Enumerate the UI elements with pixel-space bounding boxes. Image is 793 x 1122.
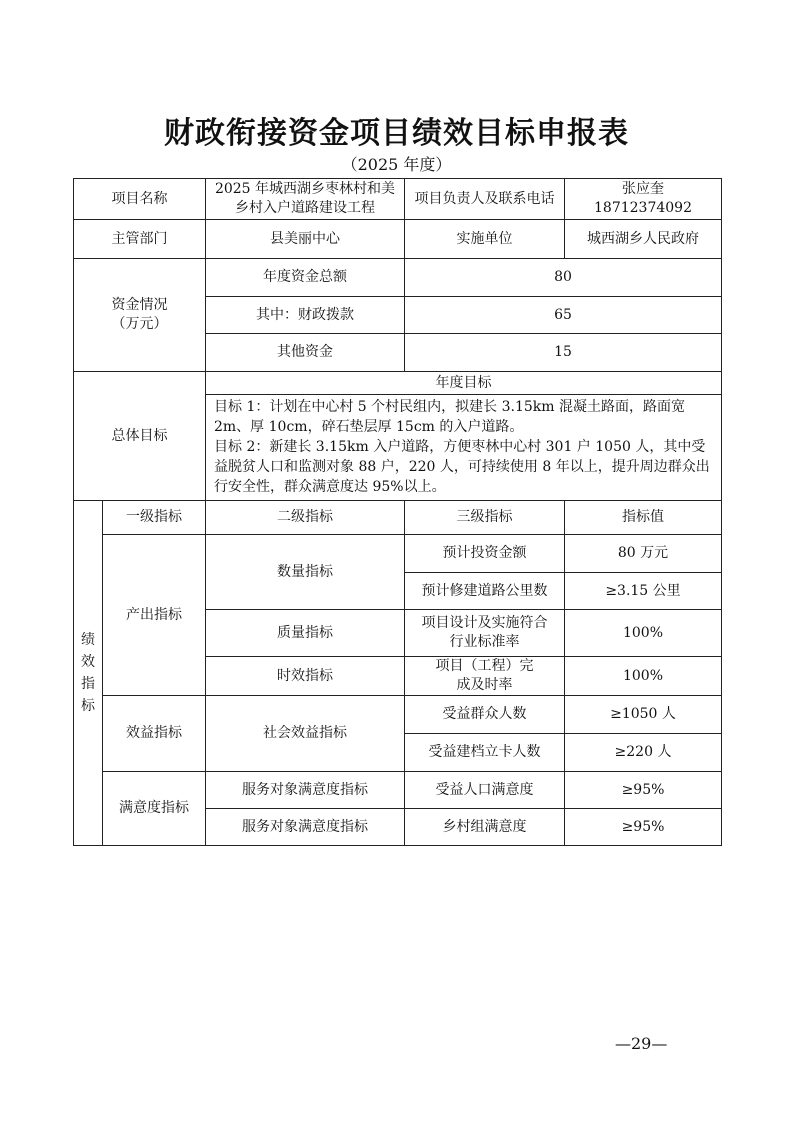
output-label: 产出指标 (103, 535, 206, 696)
indicator-value: ≥95% (565, 772, 722, 809)
goal-text-1: 目标 1：计划在中心村 5 个村民组内，拟建长 3.15km 混凝土路面，路面宽 2m、厚 10cm，碎石垫层厚 15cm 的入户道路。 (214, 399, 685, 435)
indicator-name: 项目设计及实施符合行业标准率 (405, 610, 565, 657)
goal-label: 总体目标 (74, 372, 206, 501)
funds-label-line2: （万元） (111, 316, 168, 332)
indicator-name: 受益建档立卡人数 (405, 734, 565, 772)
funds-label (74, 259, 206, 372)
satisfaction-second: 服务对象满意度指标 (206, 772, 405, 809)
contact-label: 项目负责人及联系电话 (405, 179, 565, 220)
indicator-name: 项目（工程）完成及时率 (405, 657, 565, 696)
contact-name: 张应奎 (622, 181, 664, 197)
indicator-name: 预计投资金额 (405, 535, 565, 573)
impl-value: 城西湖乡人民政府 (565, 220, 722, 259)
project-name-label: 项目名称 (74, 179, 206, 220)
timeliness-label: 时效指标 (206, 657, 405, 696)
indicator-value: 80 万元 (565, 535, 722, 573)
indicator-name: 预计修建道路公里数 (405, 573, 565, 610)
funds-label-line1: 资金情况 (111, 297, 168, 313)
indicator-value: 100% (565, 610, 722, 657)
side-char: 绩 (81, 632, 95, 648)
quantity-label: 数量指标 (206, 535, 405, 610)
col-header-value: 指标值 (565, 501, 722, 535)
indicator-name: 受益人口满意度 (405, 772, 565, 809)
col-header-level3: 三级指标 (405, 501, 565, 535)
side-char: 效 (81, 654, 95, 670)
satisfaction-label: 满意度指标 (103, 772, 206, 846)
page-number: —29— (615, 1034, 668, 1053)
side-char: 标 (81, 698, 95, 714)
indicator-value: ≥220 人 (565, 734, 722, 772)
dept-value: 县美丽中心 (206, 220, 405, 259)
goal-header: 年度目标 (206, 372, 722, 395)
funds-row-value: 65 (405, 297, 722, 334)
performance-table (73, 178, 722, 846)
impl-label: 实施单位 (405, 220, 565, 259)
goal-text (206, 395, 722, 501)
social-benefit-label: 社会效益指标 (206, 696, 405, 772)
indicator-name: 受益群众人数 (405, 696, 565, 734)
quality-label: 质量指标 (206, 610, 405, 657)
funds-row-label: 年度资金总额 (206, 259, 405, 297)
goal-text-2: 目标 2：新建长 3.15km 入户道路，方便枣林中心村 301 户 1050 人，其中受益脱贫人口和监测对象 88 户，220 人，可持续使用 8 年以上，提升周边群众出行安全性，群众满意度达 95%以上。 (214, 439, 710, 495)
form-title: 财政衔接资金项目绩效目标申报表 (164, 116, 629, 151)
side-char: 指 (81, 676, 95, 692)
indicator-value: 100% (565, 657, 722, 696)
indicator-name: 乡村组满意度 (405, 809, 565, 846)
dept-label: 主管部门 (74, 220, 206, 259)
indicator-value: ≥1050 人 (565, 696, 722, 734)
funds-row-label: 其中：财政拨款 (206, 297, 405, 334)
indicator-value: ≥95% (565, 809, 722, 846)
col-header-level1: 一级指标 (103, 501, 206, 535)
col-header-level2: 二级指标 (206, 501, 405, 535)
funds-row-value: 80 (405, 259, 722, 297)
contact-phone: 18712374092 (594, 200, 692, 216)
contact-value (565, 179, 722, 220)
indicator-value: ≥3.15 公里 (565, 573, 722, 610)
funds-row-label: 其他资金 (206, 334, 405, 372)
form-year: （2025 年度） (341, 155, 452, 174)
benefit-label: 效益指标 (103, 696, 206, 772)
indicator-side-label (74, 501, 103, 846)
project-name-value: 2025 年城西湖乡枣林村和美乡村入户道路建设工程 (206, 179, 405, 220)
satisfaction-second: 服务对象满意度指标 (206, 809, 405, 846)
funds-row-value: 15 (405, 334, 722, 372)
